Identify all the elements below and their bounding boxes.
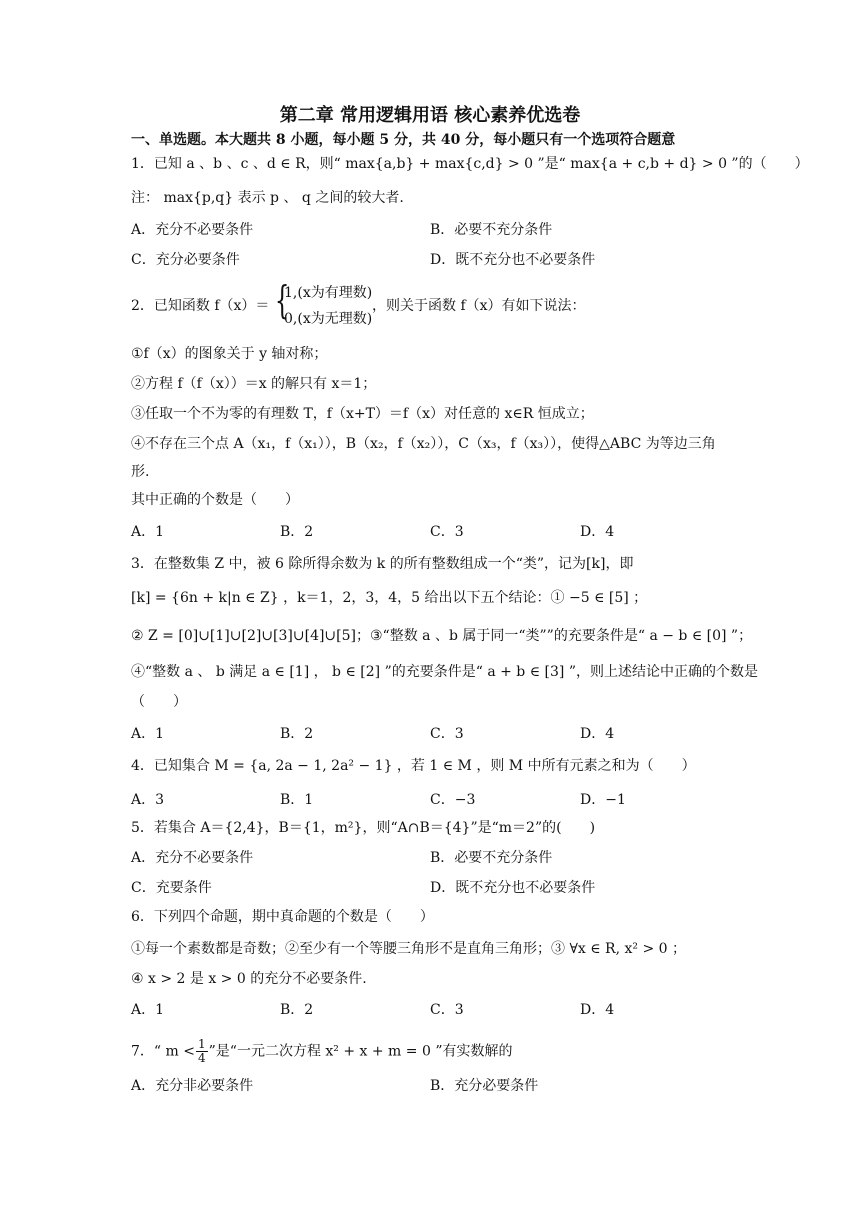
q4-option-a: A．3 — [131, 792, 165, 808]
q6-option-b: B．2 — [280, 1002, 314, 1018]
q2-option-a: A．1 — [131, 524, 165, 540]
q1-option-d: D．既不充分也不必要条件 — [430, 252, 596, 268]
q7-option-a: A．充分非必要条件 — [131, 1078, 254, 1094]
q3-option-b: B．2 — [280, 726, 314, 742]
q2-statement-4: ④不存在三个点 A（x₁，f（x₁）），B（x₂，f（x₂）），C（x₃，f（x₃）），使得△ABC 为等边三角 — [131, 436, 716, 452]
q6-stem: 6．下列四个命题，期中真命题的个数是（ ） — [131, 909, 434, 925]
q7-stem — [131, 1038, 512, 1065]
q4-option-b: B．1 — [280, 792, 314, 808]
q2-statement-2: ②方程 f（f（x））＝x 的解只有 x＝1； — [131, 376, 377, 392]
q5-stem: 5．若集合 A＝{2,4}，B＝{1，m²}，则“A∩B＝{4}”是“m＝2”的( ) — [131, 820, 596, 836]
q4-stem: 4．已知集合 M = {a, 2a − 1, 2a² − 1} ，若 1 ∈ M ，则 M 中所有元素之和为（ ） — [131, 758, 696, 774]
q2-brace: { — [274, 278, 290, 322]
q6-line-1: ①每一个素数都是奇数；②至少有一个等腰三角形不是直角三角形；③ ∀x ∈ R, x² > 0 ； — [131, 941, 686, 957]
q2-statement-4-cont: 形. — [131, 464, 150, 480]
q5-option-c: C．充要条件 — [131, 880, 212, 896]
q1-note: 注： max{p,q} 表示 p 、 q 之间的较大者. — [131, 190, 404, 206]
q2-prefix: 2．已知函数 f（x）＝ — [131, 298, 270, 314]
q3-line-5: （ ） — [131, 694, 187, 710]
q1-option-a: A．充分不必要条件 — [131, 222, 254, 238]
q7-post: ”是“一元二次方程 x² + x + m = 0 ”有实数解的 — [208, 1043, 513, 1060]
q1-option-b: B．必要不充分条件 — [430, 222, 553, 238]
q2-option-b: B．2 — [280, 524, 314, 540]
q2-option-c: C．3 — [430, 524, 464, 540]
q7-fraction-num: 1 — [197, 1037, 206, 1051]
q1-option-c: C．充分必要条件 — [131, 252, 240, 268]
section-heading: 一、单选题。本大题共 8 小题，每小题 5 分，共 40 分，每小题只有一个选项符合题意 — [131, 132, 676, 148]
q3-line-4: ④“整数 a 、 b 满足 a ∈ [1] ， b ∈ [2] ”的充要条件是“ a + b ∈ [3] ”，则上述结论中正确的个数是 — [131, 664, 758, 680]
q7-fraction-den: 4 — [197, 1051, 206, 1065]
q4-option-c: C．−3 — [430, 792, 476, 808]
q6-option-d: D．4 — [580, 1002, 615, 1018]
q2-case-irrational: 0,(x为无理数) — [284, 311, 373, 327]
q3-option-d: D．4 — [580, 726, 615, 742]
q6-option-c: C．3 — [430, 1002, 464, 1018]
q7-fraction — [196, 1038, 208, 1065]
q3-option-a: A．1 — [131, 726, 165, 742]
q7-option-b: B．充分必要条件 — [430, 1078, 539, 1094]
q2-statement-1: ①f（x）的图象关于 y 轴对称； — [131, 346, 328, 362]
q6-option-a: A．1 — [131, 1002, 165, 1018]
q6-line-2: ④ x > 2 是 x > 0 的充分不必要条件. — [131, 971, 367, 987]
q3-line-3: ② Z = [0]∪[1]∪[2]∪[3]∪[4]∪[5]；③“整数 a 、b 属于同一“类””的充要条件是“ a − b ∈ [0] ”； — [131, 628, 753, 644]
q1-stem: 1．已知 a 、b 、c 、d ∈ R，则“ max{a,b} + max{c,d} > 0 ”是“ max{a + c,b + d} > 0 ”的（ ） — [131, 156, 809, 172]
q7-pre: 7．“ m < — [131, 1043, 195, 1060]
q2-suffix: ，则关于函数 f（x）有如下说法： — [372, 298, 586, 314]
q3-line-2: [k] = {6n + k|n ∈ Z} ，k＝1，2，3，4，5 给出以下五个结论：① −5 ∈ [5] ； — [131, 590, 648, 606]
q3-line-1: 3．在整数集 Z 中，被 6 除所得余数为 k 的所有整数组成一个“类”，记为[k]，即 — [131, 556, 634, 572]
q2-statement-3: ③任取一个不为零的有理数 T，f（x+T）＝f（x）对任意的 x∈R 恒成立； — [131, 406, 594, 422]
q2-option-d: D．4 — [580, 524, 615, 540]
q4-option-d: D．−1 — [580, 792, 626, 808]
q2-ask: 其中正确的个数是（ ） — [131, 492, 299, 508]
q2-case-rational: 1,(x为有理数) — [284, 285, 373, 301]
q5-option-b: B．必要不充分条件 — [430, 850, 553, 866]
q3-option-c: C．3 — [430, 726, 464, 742]
q5-option-a: A．充分不必要条件 — [131, 850, 254, 866]
page-title: 第二章 常用逻辑用语 核心素养优选卷 — [279, 105, 581, 126]
q5-option-d: D．既不充分也不必要条件 — [430, 880, 596, 896]
